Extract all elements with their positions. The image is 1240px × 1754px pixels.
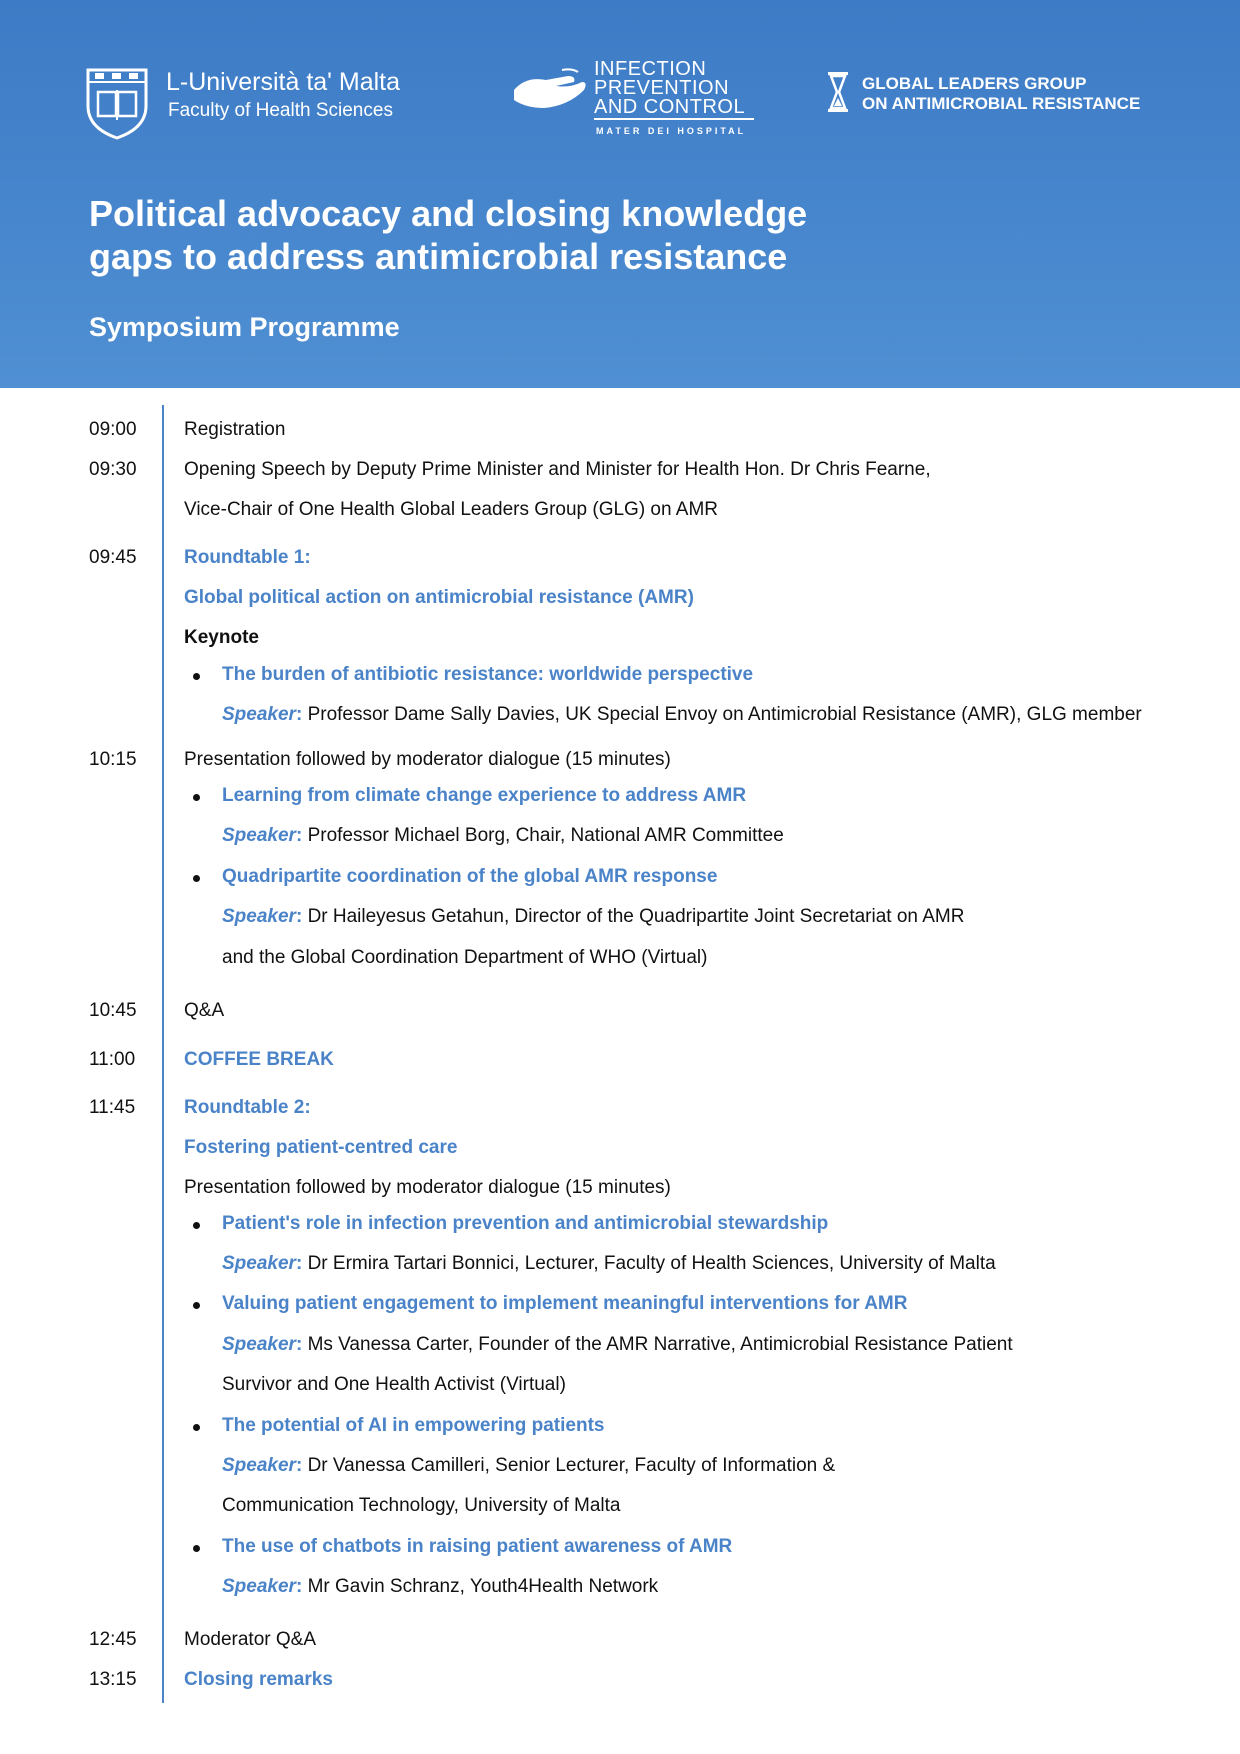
bullet-icon <box>193 1545 200 1552</box>
talk-speaker: Speaker: Ms Vanessa Carter, Founder of the AMR Narrative, Antimicrobial Resistance Patient <box>222 1334 1013 1355</box>
roundtable-theme: Fostering patient-centred care <box>184 1137 458 1158</box>
time-label: 10:45 <box>89 1000 137 1021</box>
closing-remarks: Closing remarks <box>184 1669 333 1690</box>
session-text: Vice-Chair of One Health Global Leaders Group (GLG) on AMR <box>184 499 719 520</box>
roundtable-theme: Global political action on antimicrobial resistance (AMR) <box>184 587 694 608</box>
university-crest-icon <box>82 62 152 140</box>
talk-speaker: Speaker: Dr Haileyesus Getahun, Director of the Quadripartite Joint Secretariat on AMR <box>222 906 965 927</box>
glg-title: GLOBAL LEADERS GROUP ON ANTIMICROBIAL RESISTANCE <box>862 74 1141 113</box>
talk-speaker: Speaker: Dr Ermira Tartari Bonnici, Lecturer, Faculty of Health Sciences, University of Malta <box>222 1253 996 1274</box>
global-leaders-group-logo <box>828 72 1168 122</box>
talk-speaker: Speaker: Professor Dame Sally Davies, UK Special Envoy on Antimicrobial Resistance (AMR), GLG member <box>222 704 1142 725</box>
session-text: Presentation followed by moderator dialogue (15 minutes) <box>184 1177 671 1198</box>
session-text: Registration <box>184 419 286 440</box>
faculty-name: Faculty of Health Sciences <box>168 100 393 121</box>
bullet-icon <box>193 1222 200 1229</box>
time-label: 10:15 <box>89 749 137 770</box>
talk-title: Quadripartite coordination of the global AMR response <box>222 866 718 887</box>
time-label: 09:00 <box>89 419 137 440</box>
ipc-hospital: MATER DEI HOSPITAL <box>596 126 747 136</box>
timeline-divider <box>162 405 164 1703</box>
ipc-title: INFECTION PREVENTION AND CONTROL <box>594 58 746 118</box>
time-label: 11:00 <box>89 1049 136 1070</box>
talk-title: The potential of AI in empowering patients <box>222 1415 605 1436</box>
time-label: 12:45 <box>89 1629 137 1650</box>
bullet-icon <box>193 1302 200 1309</box>
session-text: Q&A <box>184 1000 225 1021</box>
header-banner <box>0 0 1240 388</box>
talk-speaker-cont: Survivor and One Health Activist (Virtual) <box>222 1374 566 1395</box>
coffee-break: COFFEE BREAK <box>184 1049 334 1070</box>
time-label: 09:45 <box>89 547 137 568</box>
talk-title: Patient's role in infection prevention and antimicrobial stewardship <box>222 1213 829 1234</box>
bullet-icon <box>193 673 200 680</box>
talk-speaker-cont: Communication Technology, University of Malta <box>222 1495 621 1516</box>
talk-speaker-cont: and the Global Coordination Department of WHO (Virtual) <box>222 947 708 968</box>
keynote-label: Keynote <box>184 627 259 648</box>
hourglass-icon <box>828 72 848 112</box>
session-text: Opening Speech by Deputy Prime Minister and Minister for Health Hon. Dr Chris Fearne, <box>184 459 931 480</box>
talk-title: Valuing patient engagement to implement meaningful interventions for AMR <box>222 1293 908 1314</box>
session-text: Moderator Q&A <box>184 1629 316 1650</box>
page-subtitle: Symposium Programme <box>89 312 400 342</box>
page-title: Political advocacy and closing knowledge gaps to address antimicrobial resistance <box>89 193 808 277</box>
bullet-icon <box>193 875 200 882</box>
roundtable-label: Roundtable 2: <box>184 1097 311 1118</box>
hands-icon <box>512 66 588 116</box>
talk-speaker: Speaker: Mr Gavin Schranz, Youth4Health Network <box>222 1576 659 1597</box>
session-text: Presentation followed by moderator dialogue (15 minutes) <box>184 749 671 770</box>
bullet-icon <box>193 1424 200 1431</box>
ipc-divider <box>594 118 754 120</box>
talk-speaker: Speaker: Dr Vanessa Camilleri, Senior Lecturer, Faculty of Information & <box>222 1455 836 1476</box>
university-of-malta-logo <box>82 62 442 142</box>
talk-speaker: Speaker: Professor Michael Borg, Chair, National AMR Committee <box>222 825 784 846</box>
talk-title: The use of chatbots in raising patient awareness of AMR <box>222 1536 733 1557</box>
roundtable-label: Roundtable 1: <box>184 547 311 568</box>
talk-title: Learning from climate change experience to address AMR <box>222 785 747 806</box>
infection-prevention-logo <box>512 60 762 140</box>
talk-title: The burden of antibiotic resistance: worldwide perspective <box>222 664 754 685</box>
time-label: 09:30 <box>89 459 137 480</box>
bullet-icon <box>193 794 200 801</box>
time-label: 13:15 <box>89 1669 137 1690</box>
university-name: L-Università ta' Malta <box>166 68 401 96</box>
time-label: 11:45 <box>89 1097 136 1118</box>
